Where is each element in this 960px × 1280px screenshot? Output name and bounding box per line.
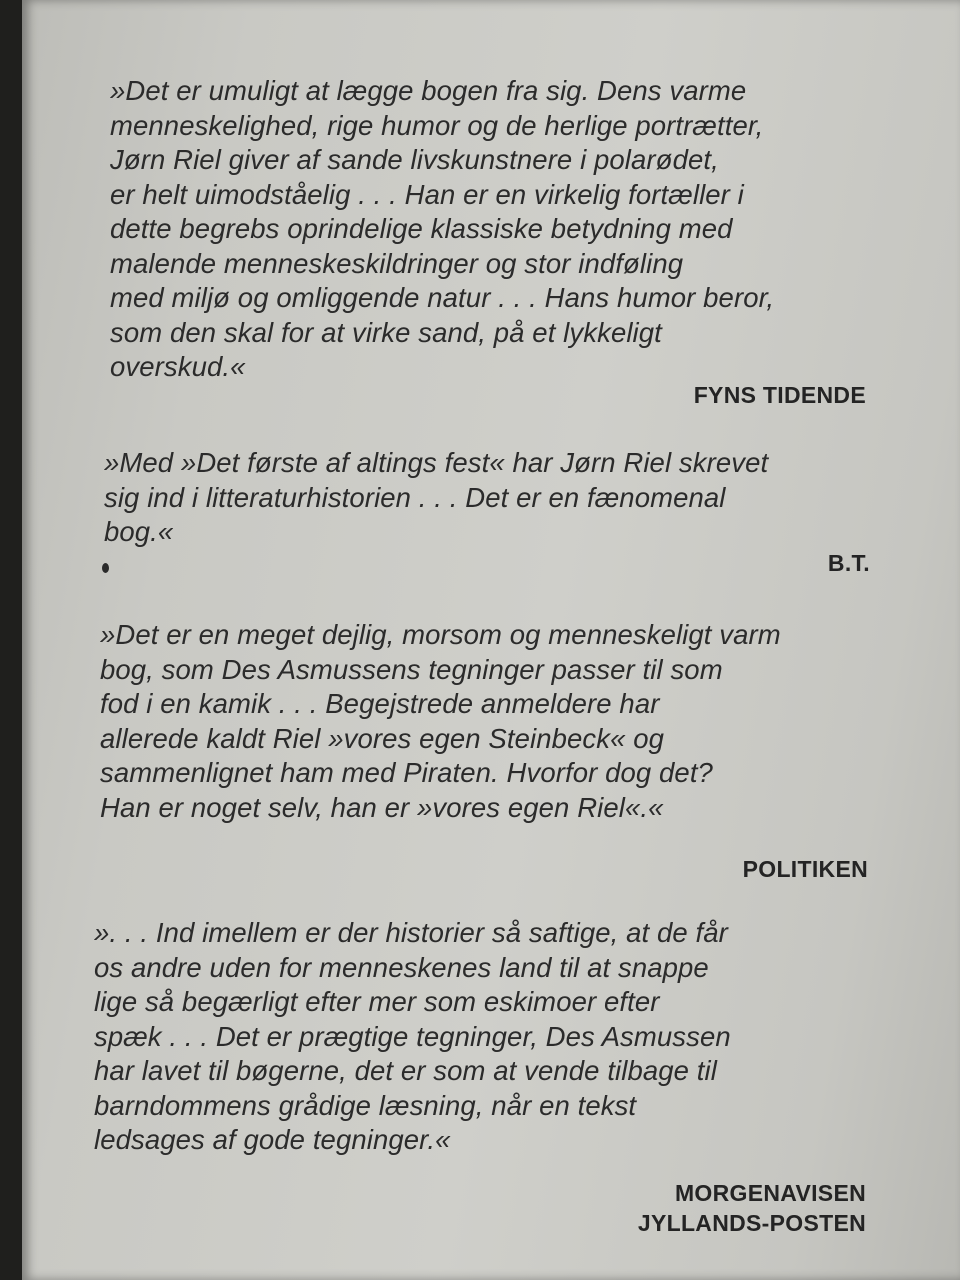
book-back-cover <box>22 0 960 1280</box>
source-name: JYLLANDS-POSTEN <box>637 1210 866 1236</box>
source-name: FYNS TIDENDE <box>693 382 866 408</box>
quote-line: allerede kaldt Riel »vores egen Steinbeck« og <box>100 722 665 754</box>
review-source-4 <box>638 1178 866 1238</box>
quote-line: »Det er en meget dejlig, morsom og menneskeligt varm <box>100 619 781 650</box>
quote-line: »Med »Det første af altings fest« har Jørn Riel skrevet <box>104 447 769 478</box>
quote-line: spæk . . . Det er prægtige tegninger, Des Asmussen <box>94 1020 731 1052</box>
quote-line: er helt uimodståelig . . . Han er en virkelig fortæller i <box>110 178 744 210</box>
quote-line: sammenlignet ham med Piraten. Hvorfor dog det? <box>100 757 713 788</box>
review-source-2 <box>828 548 870 578</box>
quote-line: som den skal for at virke sand, på et lykkeligt <box>110 316 662 348</box>
source-name: B.T. <box>827 550 870 576</box>
quote-line: Jørn Riel giver af sande livskunstnere i polarødet, <box>110 144 719 175</box>
quote-line: overskud.« <box>110 351 246 382</box>
review-quote-1 <box>110 74 774 385</box>
review-quote-2 <box>104 446 768 550</box>
quote-line: barndommens grådige læsning, når en tekst <box>94 1089 637 1121</box>
ink-dot <box>102 563 109 573</box>
review-source-3 <box>743 854 868 884</box>
quote-line: fod i en kamik . . . Begejstrede anmeldere har <box>100 688 660 719</box>
quote-line: bog, som Des Asmussens tegninger passer til som <box>100 653 723 685</box>
review-quote-3 <box>100 618 781 825</box>
quote-line: har lavet til bøgerne, det er som at vende tilbage til <box>94 1055 717 1086</box>
quote-line: »Det er umuligt at lægge bogen fra sig. Dens varme <box>110 75 747 106</box>
quote-line: ». . . Ind imellem er der historier så saftige, at de får <box>94 917 728 948</box>
quote-line: menneskelighed, rige humor og de herlige portrætter, <box>110 109 764 141</box>
quote-line: med miljø og omliggende natur . . . Hans humor beror, <box>110 282 775 313</box>
quote-line: os andre uden for menneskenes land til at snappe <box>94 951 709 983</box>
quote-line: sig ind i litteraturhistorien . . . Det er en fænomenal <box>104 481 726 513</box>
source-name: POLITIKEN <box>742 856 868 882</box>
quote-line: Han er noget selv, han er »vores egen Riel«.« <box>100 791 664 823</box>
quote-line: lige så begærligt efter mer som eskimoer efter <box>94 986 660 1017</box>
source-name: MORGENAVISEN <box>674 1180 866 1206</box>
quote-line: bog.« <box>104 516 174 547</box>
quote-line: ledsages af gode tegninger.« <box>94 1124 451 1155</box>
quote-line: malende menneskeskildringer og stor indføling <box>110 247 684 279</box>
quote-line: dette begrebs oprindelige klassiske betydning med <box>110 213 733 244</box>
review-quote-4 <box>94 916 731 1158</box>
review-source-1 <box>694 380 866 410</box>
